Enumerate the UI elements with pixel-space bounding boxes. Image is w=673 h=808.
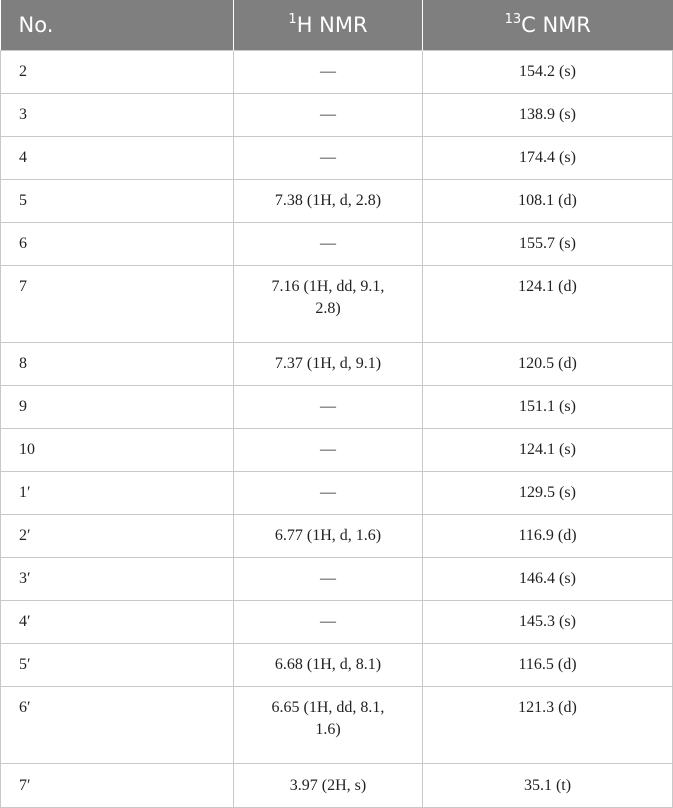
table-row bbox=[1, 51, 673, 94]
cell-position: 4′ bbox=[1, 601, 234, 644]
header-row bbox=[1, 0, 673, 51]
cell-13c-shift: 116.5 (d) bbox=[423, 644, 673, 687]
cell-13c-shift: 146.4 (s) bbox=[423, 558, 673, 601]
cell-1h-shift: — bbox=[234, 94, 423, 137]
header-13c-superscript: 13 bbox=[504, 12, 522, 27]
cell-1h-shift: 7.38 (1H, d, 2.8) bbox=[234, 180, 423, 223]
table-row bbox=[1, 223, 673, 266]
table-row bbox=[1, 515, 673, 558]
cell-1h-shift: — bbox=[234, 386, 423, 429]
cell-13c-shift: 120.5 (d) bbox=[423, 343, 673, 386]
table-row bbox=[1, 94, 673, 137]
cell-13c-shift: 124.1 (s) bbox=[423, 429, 673, 472]
table-row bbox=[1, 180, 673, 223]
table-row bbox=[1, 343, 673, 386]
table-row bbox=[1, 764, 673, 808]
table-row bbox=[1, 601, 673, 644]
cell-13c-shift: 35.1 (t) bbox=[423, 764, 673, 808]
table-row bbox=[1, 266, 673, 343]
cell-1h-shift: 6.68 (1H, d, 8.1) bbox=[234, 644, 423, 687]
table-body bbox=[1, 51, 673, 808]
cell-1h-shift: 7.16 (1H, dd, 9.1, 2.8) bbox=[234, 266, 423, 343]
cell-1h-shift: — bbox=[234, 137, 423, 180]
cell-position: 3′ bbox=[1, 558, 234, 601]
cell-position: 10 bbox=[1, 429, 234, 472]
table-row bbox=[1, 386, 673, 429]
cell-1h-shift: — bbox=[234, 223, 423, 266]
cell-1h-shift: — bbox=[234, 558, 423, 601]
table-row bbox=[1, 687, 673, 764]
cell-position: 5′ bbox=[1, 644, 234, 687]
header-1h-nmr bbox=[234, 0, 423, 51]
cell-position: 6 bbox=[1, 223, 234, 266]
cell-13c-shift: 116.9 (d) bbox=[423, 515, 673, 558]
table-row bbox=[1, 429, 673, 472]
table-row bbox=[1, 644, 673, 687]
cell-13c-shift: 138.9 (s) bbox=[423, 94, 673, 137]
cell-1h-shift: — bbox=[234, 601, 423, 644]
table-header bbox=[1, 0, 673, 51]
cell-position: 7 bbox=[1, 266, 234, 343]
cell-1h-shift: 7.37 (1H, d, 9.1) bbox=[234, 343, 423, 386]
cell-position: 4 bbox=[1, 137, 234, 180]
header-number: No. bbox=[1, 0, 234, 51]
table-row bbox=[1, 472, 673, 515]
cell-position: 8 bbox=[1, 343, 234, 386]
table-row bbox=[1, 137, 673, 180]
cell-position: 2 bbox=[1, 51, 234, 94]
cell-13c-shift: 121.3 (d) bbox=[423, 687, 673, 764]
cell-position: 2′ bbox=[1, 515, 234, 558]
cell-position: 7′ bbox=[1, 764, 234, 808]
header-13c-nmr bbox=[423, 0, 673, 51]
cell-13c-shift: 155.7 (s) bbox=[423, 223, 673, 266]
cell-13c-shift: 151.1 (s) bbox=[423, 386, 673, 429]
cell-position: 3 bbox=[1, 94, 234, 137]
cell-1h-shift: 6.65 (1H, dd, 8.1, 1.6) bbox=[234, 687, 423, 764]
cell-1h-shift: — bbox=[234, 51, 423, 94]
cell-1h-shift: 6.77 (1H, d, 1.6) bbox=[234, 515, 423, 558]
cell-13c-shift: 145.3 (s) bbox=[423, 601, 673, 644]
cell-1h-shift: — bbox=[234, 472, 423, 515]
cell-13c-shift: 129.5 (s) bbox=[423, 472, 673, 515]
cell-1h-shift: 3.97 (2H, s) bbox=[234, 764, 423, 808]
cell-position: 9 bbox=[1, 386, 234, 429]
cell-13c-shift: 124.1 (d) bbox=[423, 266, 673, 343]
cell-position: 6′ bbox=[1, 687, 234, 764]
cell-13c-shift: 174.4 (s) bbox=[423, 137, 673, 180]
table-row bbox=[1, 558, 673, 601]
header-1h-label: H NMR bbox=[296, 13, 368, 37]
cell-1h-shift: — bbox=[234, 429, 423, 472]
header-13c-label: C NMR bbox=[521, 13, 591, 37]
header-1h-superscript: 1 bbox=[288, 12, 297, 27]
cell-13c-shift: 154.2 (s) bbox=[423, 51, 673, 94]
cell-position: 5 bbox=[1, 180, 234, 223]
cell-13c-shift: 108.1 (d) bbox=[423, 180, 673, 223]
cell-position: 1′ bbox=[1, 472, 234, 515]
